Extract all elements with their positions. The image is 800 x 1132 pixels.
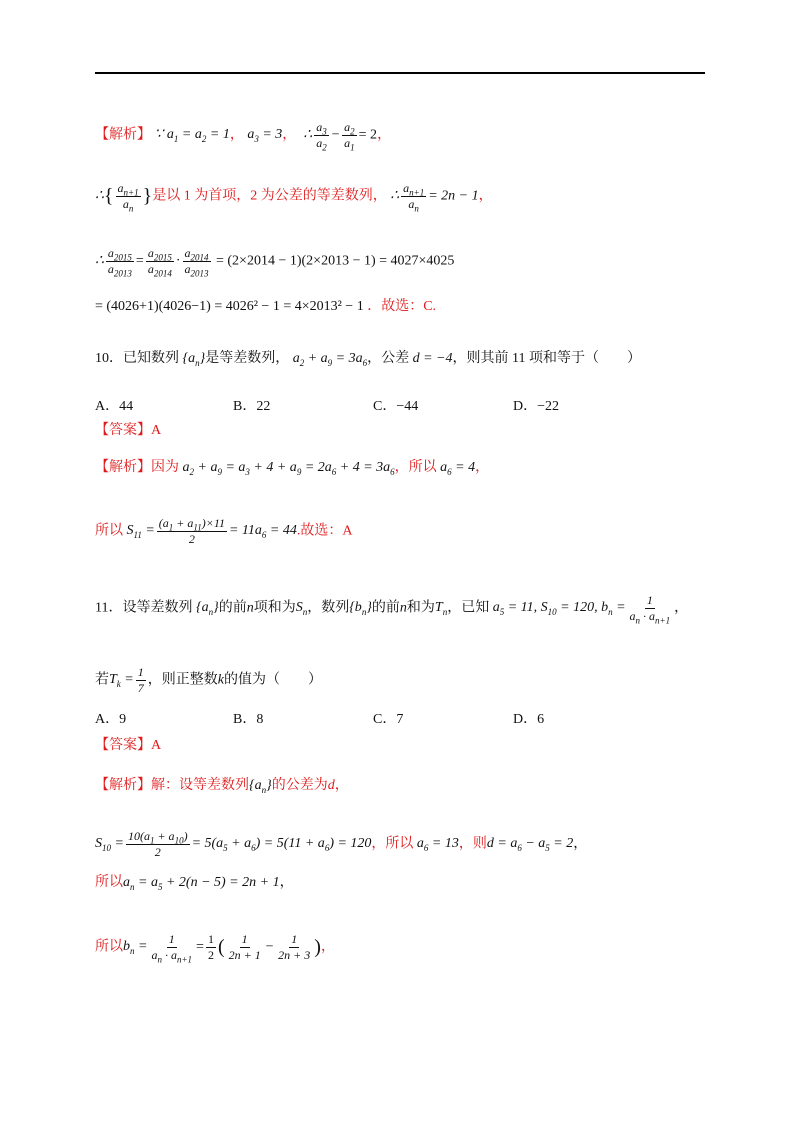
q11-solution-line1: 【解析】解：设等差数列$\{a_n\}$的公差为d， xyxy=(95,778,349,795)
product-expr2: = (4026+1)(4026−1) = 4026² − 1 = 4×2013² − 1 xyxy=(95,299,364,314)
q10-solution-line1: 【解析】因为 $a_2 + a_9 = a_3 + 4 + a_9 = 2a_6 + 4 = 3a_6$，所以 $a_6 = 4$， xyxy=(95,460,490,477)
q11-option-c: C．7 xyxy=(373,712,404,727)
sequence-desc: 是以 1 为首项，2 为公差的等差数列， xyxy=(152,188,387,204)
q9-solution-line4 xyxy=(95,300,436,314)
q10-stem: 10．已知数列 $\{a_n\}$是等差数列， $a_2 + a_9 = 3a_6$，公差 d = −4，则其前 11 项和等于（ ） xyxy=(95,351,642,368)
q9-solution-line3: ∴ $\frac{a_{2015}}{a_{2013}}$ = $\frac{a_{2015}}{a_{2014}}$ · $\frac{a_{2014}}{a_{2013}}$ = (2×2014 − 1)(2×2013 − 1) = 4027×4025 xyxy=(95,246,455,278)
q10-option-b: B．22 xyxy=(233,399,271,414)
q9-solution-line1: 【解析】 ∵ $a_1 = a_2 = 1$， $a_3 = 3$， ∴ $\frac{a_3}{a_2}$ − $\frac{a_2}{a_1}$ = 2， xyxy=(95,120,392,152)
q11-option-d: D．6 xyxy=(513,712,545,727)
solution-tag: 【解析】 xyxy=(95,127,151,143)
question-number: 10． xyxy=(95,351,123,366)
q11-solution-line4: 所以$b_n$ = $\frac{1}{a_n \cdot a_{n+1}}$ = $\frac{1}{2}$ ( $\frac{1}{2n + 1}$ − $\frac{1}{2n + 3}$ )， xyxy=(95,932,335,964)
punct: ， xyxy=(377,127,392,143)
q10-solution-line2: 所以 $S_{11}$ = $\frac{(a_1 + a_{11})\times 11}{2}$ = $11a_6 = 44$.故选：A xyxy=(95,516,353,546)
q11-answer: 【答案】A xyxy=(95,738,162,753)
q10-option-a: A．44 xyxy=(95,399,134,414)
q11-solution-line3: 所以$a_n = a_5 + 2(n - 5) = 2n + 1$， xyxy=(95,875,294,892)
q11-stem-line2: 若$T_k$ = $\frac{1}{7}$ ，则正整数k的值为（ ） xyxy=(95,665,322,695)
q10-option-d: D．−22 xyxy=(513,399,560,414)
q10-option-c: C．−44 xyxy=(373,399,419,414)
q11-option-b: B．8 xyxy=(233,712,264,727)
punct: ， xyxy=(282,127,297,143)
product-expr: = (2×2014 − 1)(2×2013 − 1) = 4027×4025 xyxy=(216,253,455,269)
q10-answer: 【答案】A xyxy=(95,423,162,438)
punct: ， xyxy=(478,188,493,204)
header-rule xyxy=(95,72,705,74)
q11-solution-line2: $S_{10}$ = $\frac{10(a_1 + a_{10})}{2}$ = $5(a_5 + a_6) = 5(11 + a_6) = 120$，所以 $a_6 = 13$，则$d = a_6 - a_5 = 2$， xyxy=(95,829,588,859)
punct: ， xyxy=(229,127,244,143)
q11-stem: 11．设等差数列 $\{a_n\}$的前n项和为$S_n$，数列$\{b_n\}$的前n和为$T_n$，已知 $a_5 = 11$, $S_{10} = 120$, $b_n$ = $\frac{1}{a_n \cdot a_{n+1}}$ ， xyxy=(95,593,689,625)
question-number: 11． xyxy=(95,600,123,616)
answer-choice: ．故选：C. xyxy=(367,299,437,314)
q11-option-a: A．9 xyxy=(95,712,127,727)
q9-solution-line2: ∴{ $\frac{a_{n+1}}{a_n}$ }是以 1 为首项，2 为公差的等差数列， ∴ $\frac{a_{n+1}}{a_n}$ = 2n − 1， xyxy=(95,181,493,213)
